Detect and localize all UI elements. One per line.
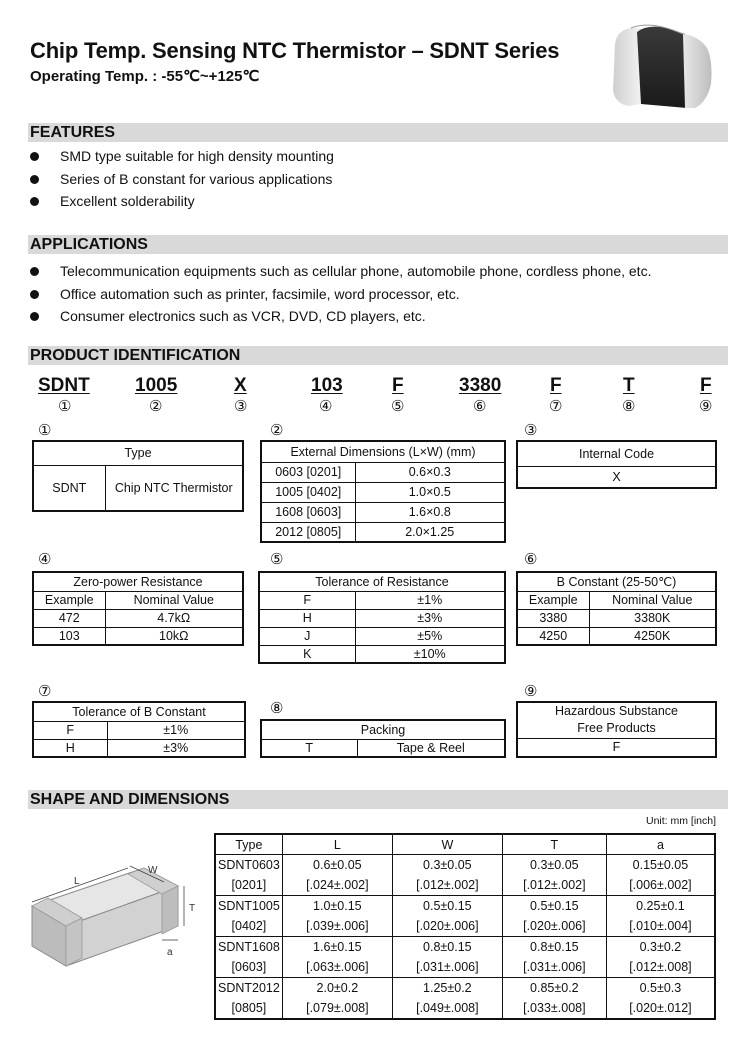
table-cell: ±1%: [107, 721, 245, 739]
table-cell: 0.8±0.15: [502, 937, 606, 958]
table-cell: [.012±.002]: [392, 875, 502, 896]
b-tolerance-table: [32, 701, 246, 758]
code-part: T: [623, 375, 635, 396]
product-identification-heading: PRODUCT IDENTIFICATION: [30, 347, 241, 364]
code-number: ⑧: [622, 398, 636, 415]
table-cell: [.020±.006]: [392, 916, 502, 937]
list-item: Consumer electronics such as VCR, DVD, CD players, etc.: [30, 307, 651, 330]
table-cell: SDNT2012: [215, 978, 282, 999]
chip-thermistor-image: [607, 22, 715, 114]
table-cell: ±1%: [355, 591, 505, 609]
column-header: Nominal Value: [105, 591, 243, 609]
code-part: X: [234, 375, 247, 396]
table-number: ③: [524, 422, 538, 439]
table-header: B Constant (25-50℃): [517, 572, 716, 591]
internal-code-table: [516, 440, 717, 489]
table-cell: H: [33, 739, 107, 757]
table-cell: [0201]: [215, 875, 282, 896]
table-cell: [.033±.008]: [502, 998, 606, 1019]
code-part: 3380: [459, 375, 502, 396]
chip-dimension-diagram: [18, 848, 200, 973]
column-header: Type: [215, 834, 282, 855]
diagram-label-l: L: [74, 876, 80, 887]
unit-label: Unit: mm [inch]: [645, 815, 716, 827]
table-cell: 2.0±0.2: [282, 978, 392, 999]
table-header: Packing: [261, 720, 505, 739]
column-header: L: [282, 834, 392, 855]
table-number: ⑨: [524, 683, 538, 700]
column-header: Example: [33, 591, 105, 609]
code-number: ⑤: [391, 398, 405, 415]
code-number: ⑥: [473, 398, 487, 415]
table-cell: 2.0×1.25: [355, 522, 505, 542]
table-number: ⑥: [524, 551, 538, 568]
table-header: External Dimensions (L×W) (mm): [261, 441, 505, 462]
table-cell: F: [259, 591, 355, 609]
table-cell: 0.3±0.2: [606, 937, 715, 958]
dimensions-code-table: [260, 440, 506, 543]
table-cell: [.031±.006]: [502, 957, 606, 978]
table-cell: 0.5±0.15: [502, 896, 606, 917]
operating-temp: Operating Temp. : -55℃~+125℃: [30, 68, 260, 85]
table-cell: T: [261, 739, 357, 757]
table-cell: SDNT: [33, 465, 105, 511]
column-header: a: [606, 834, 715, 855]
b-constant-table: [516, 571, 717, 646]
table-number: ⑧: [270, 700, 284, 717]
table-cell: 1608 [0603]: [261, 502, 355, 522]
table-cell: [.012±.008]: [606, 957, 715, 978]
code-part: SDNT: [38, 375, 90, 396]
type-table: [32, 440, 244, 512]
table-cell: ±3%: [355, 609, 505, 627]
packing-table: [260, 719, 506, 758]
table-cell: 1.25±0.2: [392, 978, 502, 999]
list-item: Series of B constant for various applications: [30, 170, 334, 193]
table-cell: 2012 [0805]: [261, 522, 355, 542]
diagram-label-a: a: [167, 947, 173, 958]
table-number: ①: [38, 422, 52, 439]
features-bar: [28, 123, 728, 142]
table-cell: 0.6×0.3: [355, 462, 505, 482]
features-list: [30, 147, 334, 215]
table-cell: 0.8±0.15: [392, 937, 502, 958]
table-cell: 1.6×0.8: [355, 502, 505, 522]
list-item: SMD type suitable for high density mounting: [30, 147, 334, 170]
shape-dimensions-bar: [28, 790, 728, 809]
table-number: ⑤: [270, 551, 284, 568]
table-cell: J: [259, 627, 355, 645]
table-cell: 4.7kΩ: [105, 609, 243, 627]
column-header: T: [502, 834, 606, 855]
column-header: Example: [517, 591, 589, 609]
table-cell: 103: [33, 627, 105, 645]
table-cell: 472: [33, 609, 105, 627]
table-cell: [0402]: [215, 916, 282, 937]
code-number: ⑦: [549, 398, 563, 415]
table-number: ④: [38, 551, 52, 568]
table-header: Type: [33, 441, 243, 465]
list-item: Office automation such as printer, facsimile, word processor, etc.: [30, 285, 651, 308]
table-header: Hazardous Substance: [555, 704, 678, 719]
code-part: F: [700, 375, 712, 396]
code-part: 1005: [135, 375, 178, 396]
features-heading: FEATURES: [30, 124, 116, 141]
applications-list: [30, 262, 651, 330]
code-number: ③: [234, 398, 248, 415]
table-cell: F: [33, 721, 107, 739]
table-header: Tolerance of Resistance: [259, 572, 505, 591]
table-cell: 0603 [0201]: [261, 462, 355, 482]
code-number: ④: [319, 398, 333, 415]
table-cell: [.039±.006]: [282, 916, 392, 937]
table-cell: SDNT1608: [215, 937, 282, 958]
table-number: ②: [270, 422, 284, 439]
table-cell: 0.15±0.05: [606, 855, 715, 876]
table-cell: ±3%: [107, 739, 245, 757]
table-cell: 0.6±0.05: [282, 855, 392, 876]
table-cell: [.006±.002]: [606, 875, 715, 896]
table-cell: [.012±.002]: [502, 875, 606, 896]
resistance-tolerance-table: [258, 571, 506, 664]
table-cell: 1.0±0.15: [282, 896, 392, 917]
table-cell: Tape & Reel: [357, 739, 505, 757]
table-header: Internal Code: [517, 441, 716, 466]
table-header: Free Products: [577, 721, 656, 736]
table-cell: [.049±.008]: [392, 998, 502, 1019]
table-cell: [.079±.008]: [282, 998, 392, 1019]
hazardous-substance-table: [516, 701, 717, 758]
shape-dimensions-heading: SHAPE AND DIMENSIONS: [30, 791, 230, 808]
table-cell: 10kΩ: [105, 627, 243, 645]
table-cell: [.063±.006]: [282, 957, 392, 978]
table-header: Tolerance of B Constant: [33, 702, 245, 721]
table-cell: 0.3±0.05: [392, 855, 502, 876]
product-identification-bar: [28, 346, 728, 365]
table-cell: 1.6±0.15: [282, 937, 392, 958]
page-title: Chip Temp. Sensing NTC Thermistor – SDNT Series: [30, 38, 560, 63]
code-part: F: [392, 375, 404, 396]
applications-heading: APPLICATIONS: [30, 236, 148, 253]
resistance-table: [32, 571, 244, 646]
table-number: ⑦: [38, 683, 52, 700]
table-cell: Chip NTC Thermistor: [105, 465, 243, 511]
table-cell: ±5%: [355, 627, 505, 645]
table-cell: [.031±.006]: [392, 957, 502, 978]
table-cell: [.020±.006]: [502, 916, 606, 937]
table-cell: F: [517, 738, 716, 757]
table-cell: [0603]: [215, 957, 282, 978]
column-header: Nominal Value: [589, 591, 716, 609]
code-part: F: [550, 375, 562, 396]
code-number: ②: [149, 398, 163, 415]
table-cell: 0.25±0.1: [606, 896, 715, 917]
table-cell: [0805]: [215, 998, 282, 1019]
table-cell: H: [259, 609, 355, 627]
table-cell: SDNT1005: [215, 896, 282, 917]
table-cell: 4250K: [589, 627, 716, 645]
table-cell: [.024±.002]: [282, 875, 392, 896]
code-number: ⑨: [699, 398, 713, 415]
table-cell: 3380K: [589, 609, 716, 627]
table-cell: [.010±.004]: [606, 916, 715, 937]
list-item: Telecommunication equipments such as cellular phone, automobile phone, cordless phone, etc.: [30, 262, 651, 285]
applications-bar: [28, 235, 728, 254]
table-cell: K: [259, 645, 355, 663]
code-part: 103: [311, 375, 343, 396]
table-cell: X: [517, 466, 716, 488]
list-item: Excellent solderability: [30, 192, 334, 215]
column-header: W: [392, 834, 502, 855]
table-cell: 1005 [0402]: [261, 482, 355, 502]
diagram-label-t: T: [189, 903, 196, 914]
table-cell: ±10%: [355, 645, 505, 663]
table-cell: 1.0×0.5: [355, 482, 505, 502]
table-header: Zero-power Resistance: [33, 572, 243, 591]
table-cell: 3380: [517, 609, 589, 627]
code-number: ①: [58, 398, 72, 415]
table-cell: 0.5±0.3: [606, 978, 715, 999]
table-cell: 4250: [517, 627, 589, 645]
dimensions-table: [214, 833, 716, 1020]
table-cell: 0.5±0.15: [392, 896, 502, 917]
table-cell: SDNT0603: [215, 855, 282, 876]
diagram-label-w: W: [148, 865, 158, 876]
table-cell: 0.85±0.2: [502, 978, 606, 999]
table-cell: 0.3±0.05: [502, 855, 606, 876]
table-cell: [.020±.012]: [606, 998, 715, 1019]
